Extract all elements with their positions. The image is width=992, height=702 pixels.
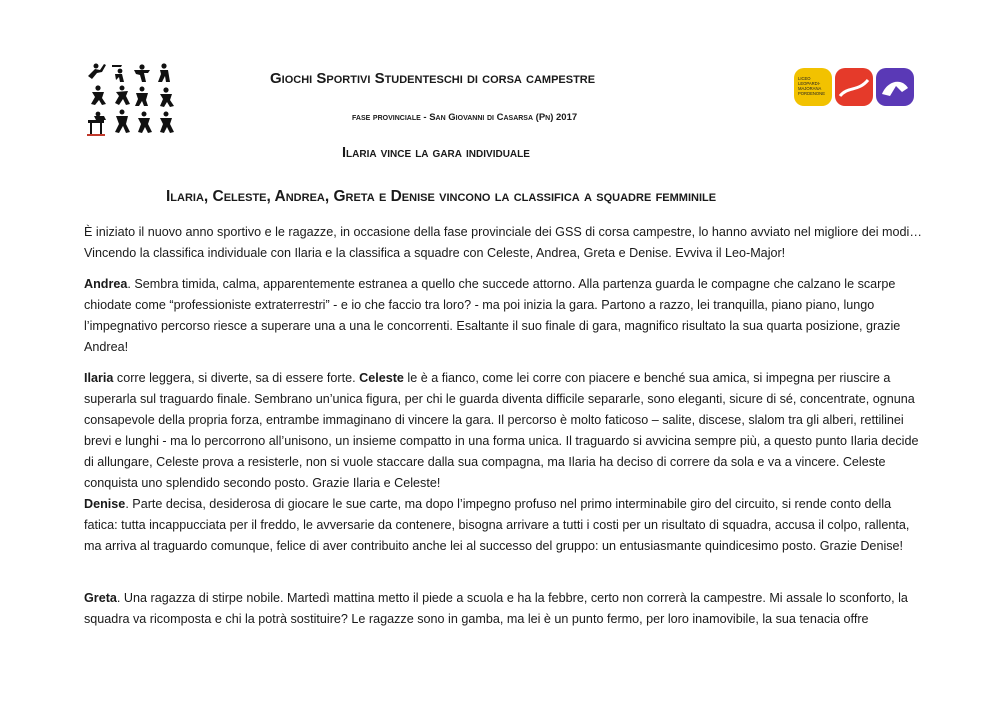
document-subtitle: fase provinciale - San Giovanni di Casarsa (Pn) 2017 [352, 112, 578, 123]
subheadline: Ilaria, Celeste, Andrea, Greta e Denise vincono la classifica a squadre femminile [166, 188, 717, 205]
denise-text: . Parte decisa, desiderosa di giocare le sue carte, ma dopo l’impegno profuso nel primo interminabile giro del circuito, si rende conto della fatica: tutta incappucciata per il freddo, le avversarie da contenere, bisogna arrivare a tutti i costi per un risultato di squadra, accusa il colpo, rallenta, ma arriva al traguardo comunque, felice di aver contribuito anche lei al successo del gruppo: un entusiasmante quindicesimo posto. Grazie Denise! [84, 497, 910, 553]
athletes-silhouettes-logo [82, 62, 182, 142]
svg-text:PORDENONE: PORDENONE [798, 91, 825, 96]
ilaria-celeste-paragraph [84, 368, 924, 494]
greta-name: Greta [84, 591, 117, 605]
andrea-paragraph [84, 274, 924, 358]
svg-text:LICEO: LICEO [798, 76, 811, 81]
svg-text:MAJORANA: MAJORANA [798, 86, 822, 91]
intro-paragraph: È iniziato il nuovo anno sportivo e le ragazze, in occasione della fase provinciale dei GSS di corsa campestre, lo hanno avviato nel migliore dei modi… Vincendo la classifica individuale con Ilaria e la classifica a squadre con Celeste, Andrea, Greta e Denise. Evviva il Leo-Major! [84, 225, 922, 260]
denise-name: Denise [84, 497, 126, 511]
andrea-name: Andrea [84, 277, 128, 291]
denise-paragraph [84, 494, 924, 557]
svg-text:LEOPARDI-: LEOPARDI- [798, 81, 821, 86]
ilaria-name: Ilaria [84, 371, 114, 385]
ilaria-text: corre leggera, si diverte, sa di essere forte. [113, 371, 360, 385]
celeste-text: le è a fianco, come lei corre con piacere e benché sua amica, si impegna per riuscire a superarla sul traguardo finale. Sembrano un’unica figura, per chi le guarda diventa difficile separarle, sono eleganti, sicure di sé, concentrate, ognuna consapevole della propria forza, entrambe immaginano di vincere la gara. Il percorso è molto faticoso – salite, discese, slalom tra gli alberi, rettilinei brevi e lunghi - ma lo percorrono all’unisono, un insieme compatto in una forma unica. Il traguardo si avvicina sempre più, a questo punto Ilaria decide di allungare, Celeste prova a resisterle, non si vuole staccare dalla sua compagna, ma Ilaria ha deciso di correre da sola e va a vincere. Celeste conquista uno splendido secondo posto. Grazie Ilaria e Celeste! [84, 371, 919, 490]
andrea-text: . Sembra timida, calma, apparentemente estranea a quello che succede attorno. Alla partenza guarda le compagne che calzano le scarpe chiodate come “professioniste extraterrestri” - e io che faccio tra loro? - ma poi inizia la gara. Partono a razzo, lei tranquilla, piano piano, lungo l’impegnativo percorso riesce a superare una a una le concorrenti. Esaltante il suo finale di gara, magnifico risultato la sua quarta posizione, grazie Andrea! [84, 277, 901, 354]
greta-text: . Una ragazza di stirpe nobile. Martedì mattina metto il piede a scuola e ha la febbre, certo non correrà la campestre. Mi assale lo sconforto, la squadra va ricomposta e chi la potrà sostituire? Le ragazze sono in gamba, ma lei è un punto fermo, per loro inamovibile, la sua tenacia offre [84, 591, 908, 626]
celeste-name: Celeste [359, 371, 404, 385]
school-logo [792, 66, 916, 108]
greta-paragraph [84, 588, 924, 630]
headline: Ilaria vince la gara individuale [342, 145, 530, 161]
document-title: Giochi Sportivi Studenteschi di corsa campestre [270, 70, 596, 87]
